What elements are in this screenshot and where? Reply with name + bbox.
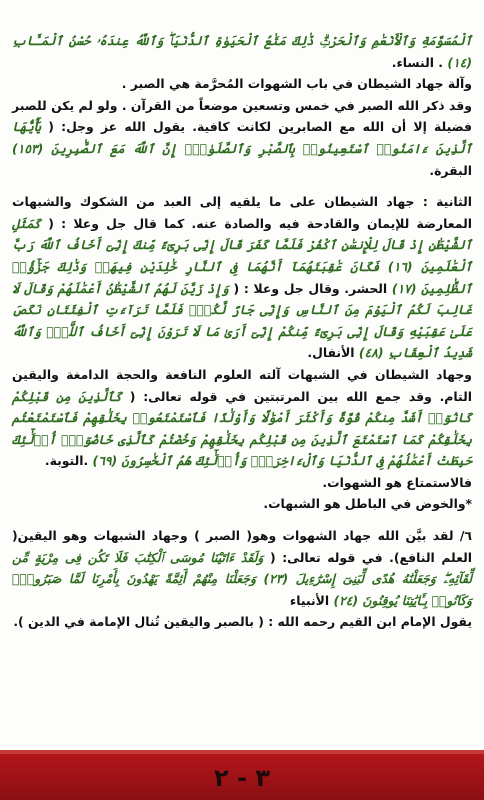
body-text: الحشر. وقال جل وعلا : ( <box>228 280 392 296</box>
body-text: يقول الإمام ابن القيم رحمه الله : ( بالصبر واليقين تُنال الإمامة في الدين ). <box>13 614 472 630</box>
body-text: الأنبياء <box>289 592 334 608</box>
body-text: الثانية : جهاد الشيطان على ما يلقيه إلى العبد من الشكوك والشبهات المعارضة للإيمان والقادحة فيه والصادة عنه. كما قال جل وعلا : ( <box>12 194 472 231</box>
paragraph-gap <box>12 181 472 191</box>
quran-verse: كَمَثَلِ ٱلشَّيْطَٰنِ إِذْ قَالَ لِلْإِنسَٰنِ ٱكْفُرْ فَلَمَّا كَفَرَ قَالَ إِنِّى بَرِىٓءٌ مِّنكَ إِنِّىٓ أَخَافُ ٱللَّهَ رَبَّ ٱلْعَٰلَمِينَ (١٦) فَكَانَ عَٰقِبَتَهُمَآ أَنَّهُمَا فِى ٱلنَّارِ خَٰلِدَيْنِ فِيهَاۚ وَذَٰلِكَ جَزَٰٓؤُا۟ ٱلظَّٰلِمِينَ (١٧) <box>12 215 472 296</box>
paragraph-gap <box>12 515 472 525</box>
paragraph <box>12 95 472 181</box>
quran-verse: وَلَقَدْ ءَاتَيْنَا مُوسَى ٱلْكِتَٰبَ فَلَا تَكُن فِى مِرْيَةٍ مِّن لِّقَآئِهِۦۖ وَجَعَلْنَٰهُ هُدًى لِّبَنِىٓ إِسْرَٰٓءِيلَ (٢٣) وَجَعَلْنَا مِنْهُمْ أَئِمَّةً يَهْدُونَ بِأَمْرِنَا لَمَّا صَبَرُوا۟ۖ وَكَانُوا۟ بِـَٔايَٰتِنَا يُوقِنُونَ (٢٤) <box>12 549 472 608</box>
paragraph <box>12 525 472 611</box>
body-text: فالاستمتاع هو الشهوات. <box>322 474 472 490</box>
body-text: ٦/ لقد بيَّن الله جهاد الشهوات وهو( الصبر ) وجهاد الشبهات وهو اليقين( العلم النافع). في قوله تعالى: ( <box>12 528 472 565</box>
body-text: وقد ذكر الله الصبر في خمس وتسعين موضعاً من القرآن . ولو لم يكن للصبر فضيلة إلا أن الله مع الصابرين لكانت كافية. يقول الله عز وجل: ( <box>12 97 472 135</box>
paragraph <box>12 364 472 472</box>
quran-verse: يَٰٓأَيُّهَا ٱلَّذِينَ ءَامَنُوا۟ ٱسْتَعِينُوا۟ بِٱلصَّبْرِ وَٱلصَّلَوٰةِۚ إِنَّ ٱللَّهَ مَعَ ٱلصَّٰبِرِينَ (١٥٣) <box>12 119 472 156</box>
quran-verse: ٱلْمُسَوَّمَةِ وَٱلْأَنْعَٰمِ وَٱلْحَرْثِۗ ذَٰلِكَ مَتَٰعُ ٱلْحَيَوٰةِ ٱلدُّنْيَاۖ وَٱللَّهُ عِندَهُۥ حُسْنُ ٱلْمَـَٔابِ (١٤) <box>12 33 472 70</box>
paragraph <box>12 30 472 73</box>
body-text: وجهاد الشيطان في الشبهات آلته العلوم النافعة والحجة الدامغة واليقين التام. وقد جمع الله بين المرتبتين في قوله تعالى: ( <box>12 366 472 404</box>
paragraph <box>12 472 472 494</box>
page-content <box>12 30 472 633</box>
paragraph <box>12 611 472 633</box>
paragraph <box>12 493 472 515</box>
body-text: .التوبة. <box>44 453 93 469</box>
quran-verse: وَإِذْ زَيَّنَ لَهُمُ ٱلشَّيْطَٰنُ أَعْمَٰلَهُمْ وَقَالَ لَا غَالِبَ لَكُمُ ٱلْيَوْمَ مِنَ ٱلنَّاسِ وَإِنِّى جَارٌ لَّكُمْۖ فَلَمَّا تَرَآءَتِ ٱلْفِئَتَانِ نَكَصَ عَلَىٰ عَقِبَيْهِ وَقَالَ إِنِّى بَرِىٓءٌ مِّنكُمْ إِنِّىٓ أَرَىٰ مَا لَا تَرَوْنَ إِنِّىٓ أَخَافُ ٱللَّهَۚ وَٱللَّهُ شَدِيدُ ٱلْعِقَابِ (٤٨) <box>12 280 472 361</box>
paragraph <box>12 191 472 364</box>
body-text: وآلة جهاد الشيطان في باب الشهوات المُحرَّمة هي الصبر . <box>121 76 472 92</box>
body-text: *والخوض في الباطل هو الشبهات. <box>263 496 472 512</box>
page-number: ٣ - ٢ <box>214 764 270 792</box>
quran-verse: كَٱلَّذِينَ مِن قَبْلِكُمْ كَانُوٓا۟ أَشَدَّ مِنكُمْ قُوَّةً وَأَكْثَرَ أَمْوَٰلًا وَأَوْلَٰدًا فَٱسْتَمْتَعُوا۟ بِخَلَٰقِهِمْ فَٱسْتَمْتَعْتُم بِخَلَٰقِكُمْ كَمَا ٱسْتَمْتَعَ ٱلَّذِينَ مِن قَبْلِكُم بِخَلَٰقِهِمْ وَخُضْتُمْ كَٱلَّذِى خَاضُوٓا۟ۚ أُو۟لَٰٓئِكَ حَبِطَتْ أَعْمَٰلُهُمْ فِى ٱلدُّنْيَا وَٱلْءَاخِرَةِۖ وَأُو۟لَٰٓئِكَ هُمُ ٱلْخَٰسِرُونَ (٦٩) <box>12 388 472 469</box>
paragraph <box>12 73 472 95</box>
body-text: البقرة. <box>429 162 472 178</box>
body-text: الأنفال. <box>307 345 359 361</box>
body-text: . النساء. <box>391 54 448 70</box>
